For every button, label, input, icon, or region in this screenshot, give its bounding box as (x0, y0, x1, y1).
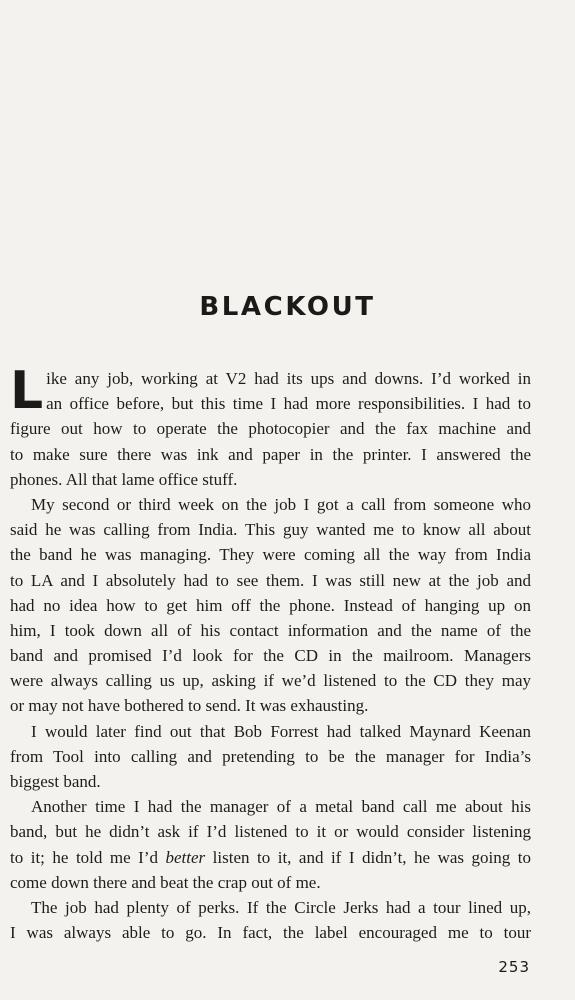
text-line: band, but he didn’t ask if I’d listened to it or would consider listening (10, 822, 531, 842)
chapter-title: BLACKOUT (199, 292, 376, 322)
text-line: My second or third week on the job I got a call from someone who (31, 494, 531, 514)
text-line: said he was calling from India. This guy wanted me to know all about (10, 520, 531, 540)
text-line: or may not have bothered to send. It was exhausting. (10, 696, 369, 716)
text-line: to make sure there was ink and paper in the printer. I answered the (10, 444, 531, 464)
text-line: an office before, but this time I had more responsibilities. I had to (46, 394, 531, 414)
text-line: from Tool into calling and pretending to be the manager for India’s (10, 746, 531, 766)
text-line: him, I took down all of his contact information and the name of the (10, 620, 531, 640)
text-line: biggest band. (10, 772, 101, 791)
text-segment: to it; he told me I’d (10, 847, 166, 867)
page-number: 253 (498, 958, 530, 976)
text-line: I was always able to go. In fact, the label encouraged me to tour (10, 923, 531, 943)
text-segment: listen to it, and if I didn’t, he was going to (205, 847, 531, 867)
text-line: band and promised I’d look for the CD in the mailroom. Managers (10, 646, 531, 666)
text-line: The job had plenty of perks. If the Circle Jerks had a tour lined up, (31, 897, 531, 917)
text-line: phones. All that lame office stuff. (10, 469, 238, 489)
text-line: the band he was managing. They were coming all the way from India (10, 545, 531, 565)
text-line: to LA and I absolutely had to see them. I was still new at the job and (10, 570, 531, 590)
emphasized-word: better (165, 847, 206, 867)
text-line: were always calling us up, asking if we’d listened to the CD they may (10, 671, 531, 691)
body-text (10, 361, 531, 945)
text-line: come down there and beat the crap out of me. (10, 872, 321, 892)
text-line: figure out how to operate the photocopier and the fax machine and (10, 419, 531, 439)
text-line: had no idea how to get him off the phone. Instead of hanging up on (10, 595, 531, 615)
text-line-with-emphasis (10, 845, 531, 870)
drop-cap: L (10, 361, 44, 421)
text-line: I would later find out that Bob Forrest had talked Maynard Keenan (31, 721, 531, 741)
text-line: Another time I had the manager of a metal band call me about his (31, 797, 531, 817)
text-line: ike any job, working at V2 had its ups and downs. I’d worked in (46, 369, 531, 388)
opening-paragraph-start (10, 361, 531, 421)
